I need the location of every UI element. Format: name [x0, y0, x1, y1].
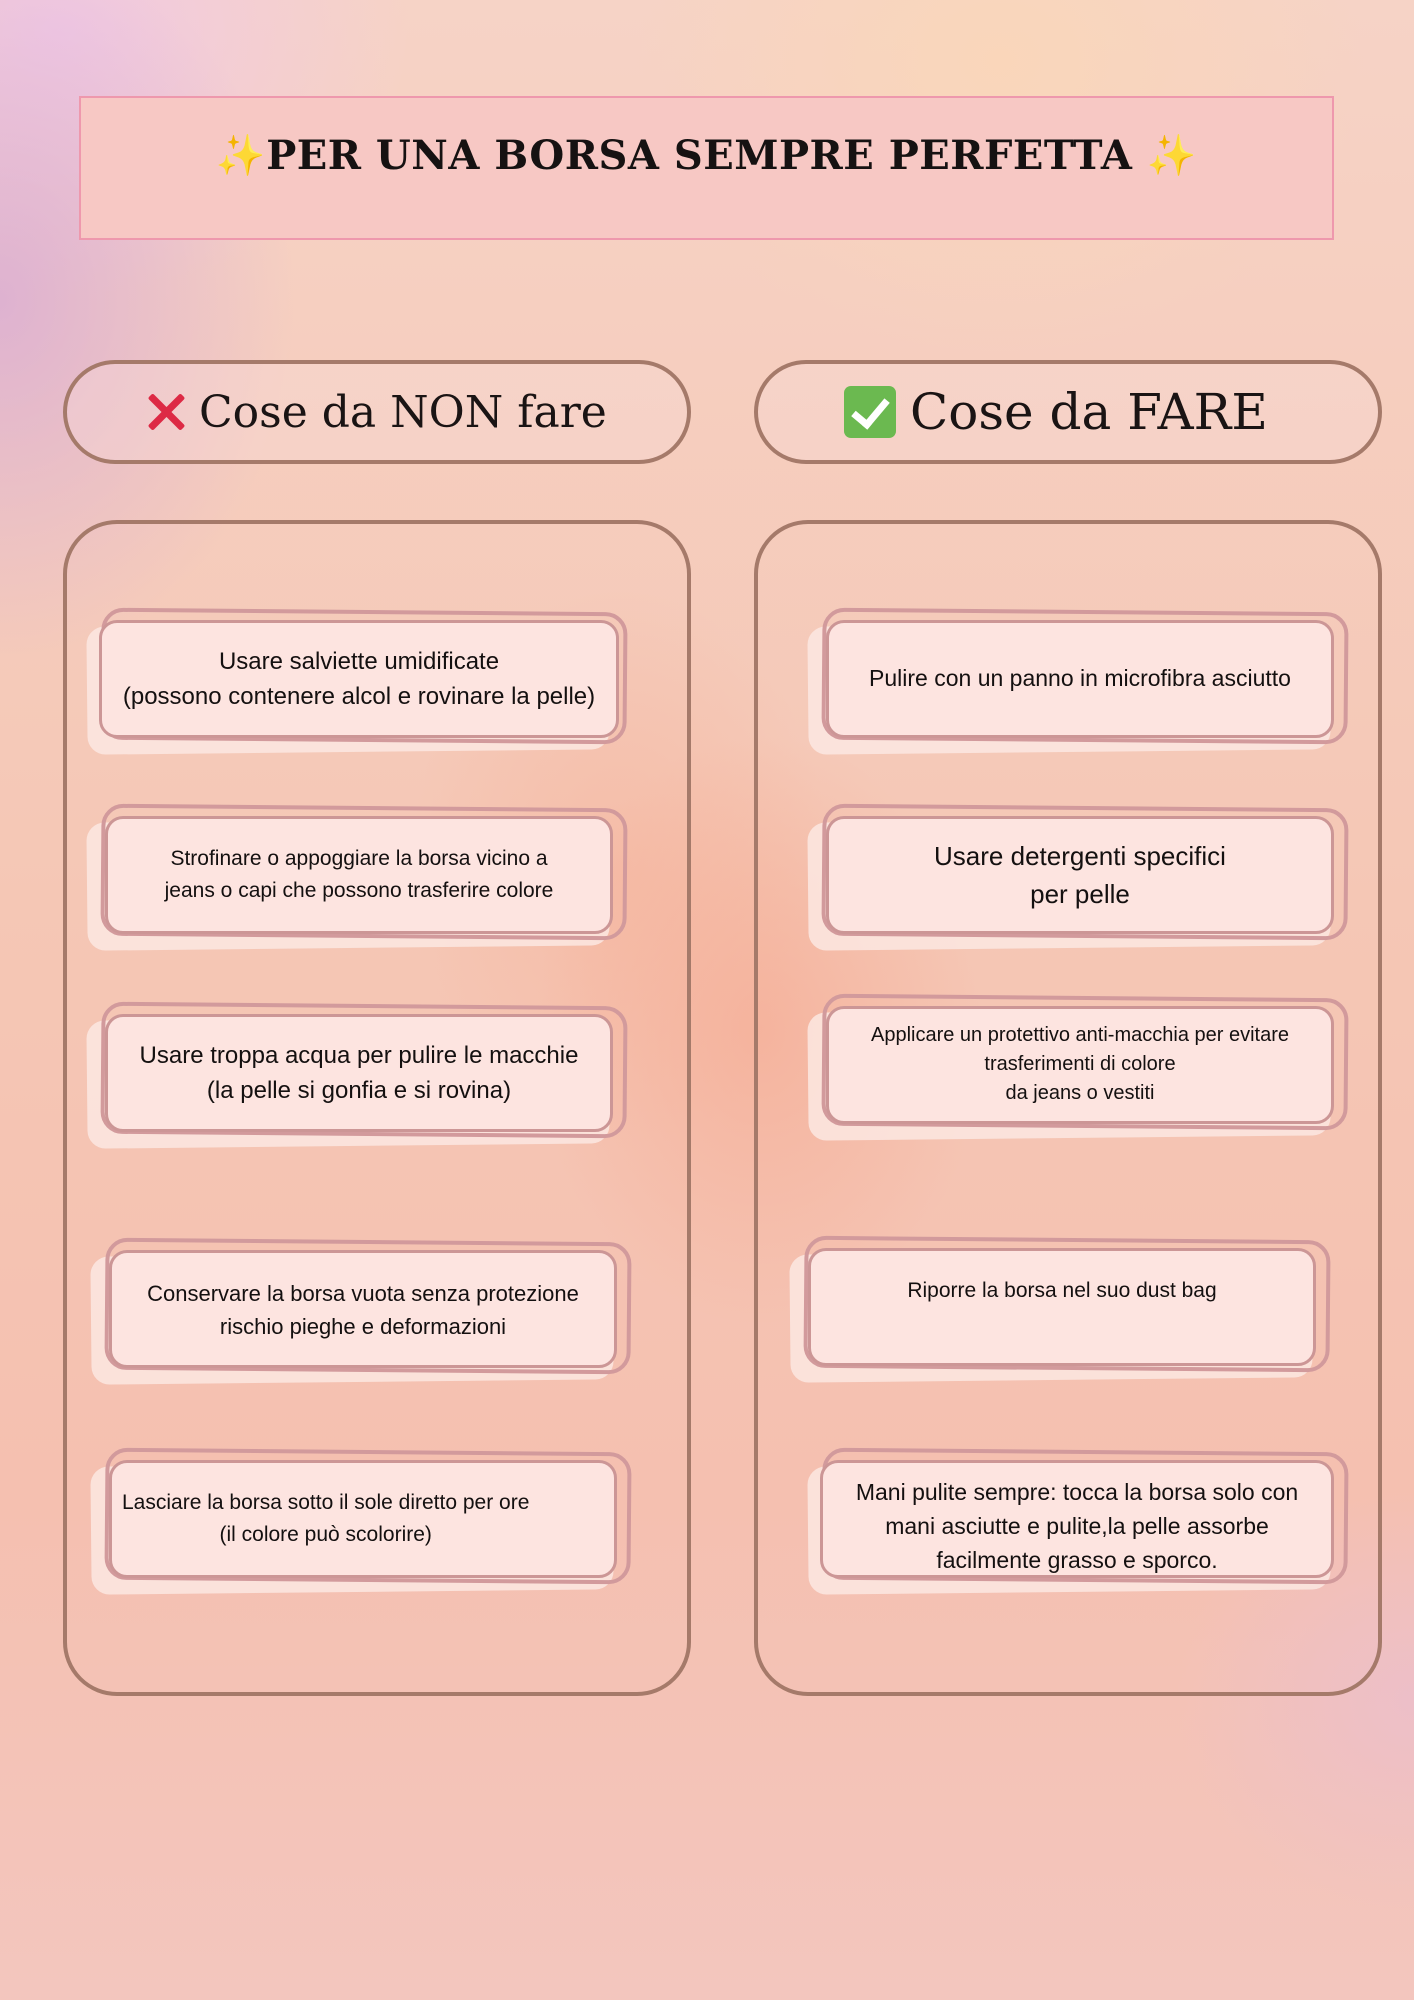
- do-card-3: [822, 996, 1348, 1128]
- sparkles-icon: ✨: [1146, 133, 1198, 179]
- dont-card-2: [101, 806, 627, 938]
- dont-heading: Cose da NON fare: [199, 386, 607, 438]
- do-card-text: Pulire con un panno in microfibra asciutto: [869, 665, 1291, 691]
- dont-heading-pill: [63, 360, 691, 464]
- dont-card-3: [101, 1004, 627, 1136]
- page-title: [81, 132, 1332, 179]
- check-mark-icon: [844, 386, 896, 438]
- title-banner: [79, 96, 1334, 240]
- do-card-1: [822, 610, 1348, 742]
- dont-card-text: Strofinare o appoggiare la borsa vicino a jeans o capi che possono trasferire colore: [164, 847, 554, 902]
- dont-card-5: [105, 1450, 631, 1582]
- do-card-2: [822, 806, 1348, 938]
- do-card-text: Mani pulite sempre: tocca la borsa solo con mani asciutte e pulite,la pelle assorbe facilmente grasso e sporco.: [855, 1479, 1299, 1573]
- dont-card-text: Conservare la borsa vuota senza protezione rischio pieghe e deformazioni: [147, 1281, 579, 1339]
- dont-card-4: [105, 1240, 631, 1372]
- do-heading: Cose da FARE: [910, 383, 1268, 441]
- dont-card-text: Usare troppa acqua per pulire le macchie (la pelle si gonfia e si rovina): [139, 1042, 579, 1104]
- do-card-4: [804, 1238, 1330, 1370]
- dont-card-1: [101, 610, 627, 742]
- do-heading-pill: [754, 360, 1382, 464]
- sparkles-icon: ✨: [215, 133, 267, 179]
- do-card-text: Usare detergenti specifici per pelle: [934, 841, 1226, 909]
- do-card-text: Applicare un protettivo anti-macchia per evitare trasferimenti di colore da jeans o vestiti: [871, 1024, 1289, 1104]
- dont-card-text: Lasciare la borsa sotto il sole diretto per ore (il colore può scolorire): [122, 1491, 530, 1546]
- do-card-text: Riporre la borsa nel suo dust bag: [907, 1279, 1217, 1302]
- dont-card-text: Usare salviette umidificate (possono contenere alcol e rovinare la pelle): [122, 648, 596, 710]
- cross-mark-icon: [145, 391, 187, 433]
- do-card-5: [822, 1450, 1348, 1582]
- page-title-text: PER UNA BORSA SEMPRE PERFETTA: [266, 132, 1133, 179]
